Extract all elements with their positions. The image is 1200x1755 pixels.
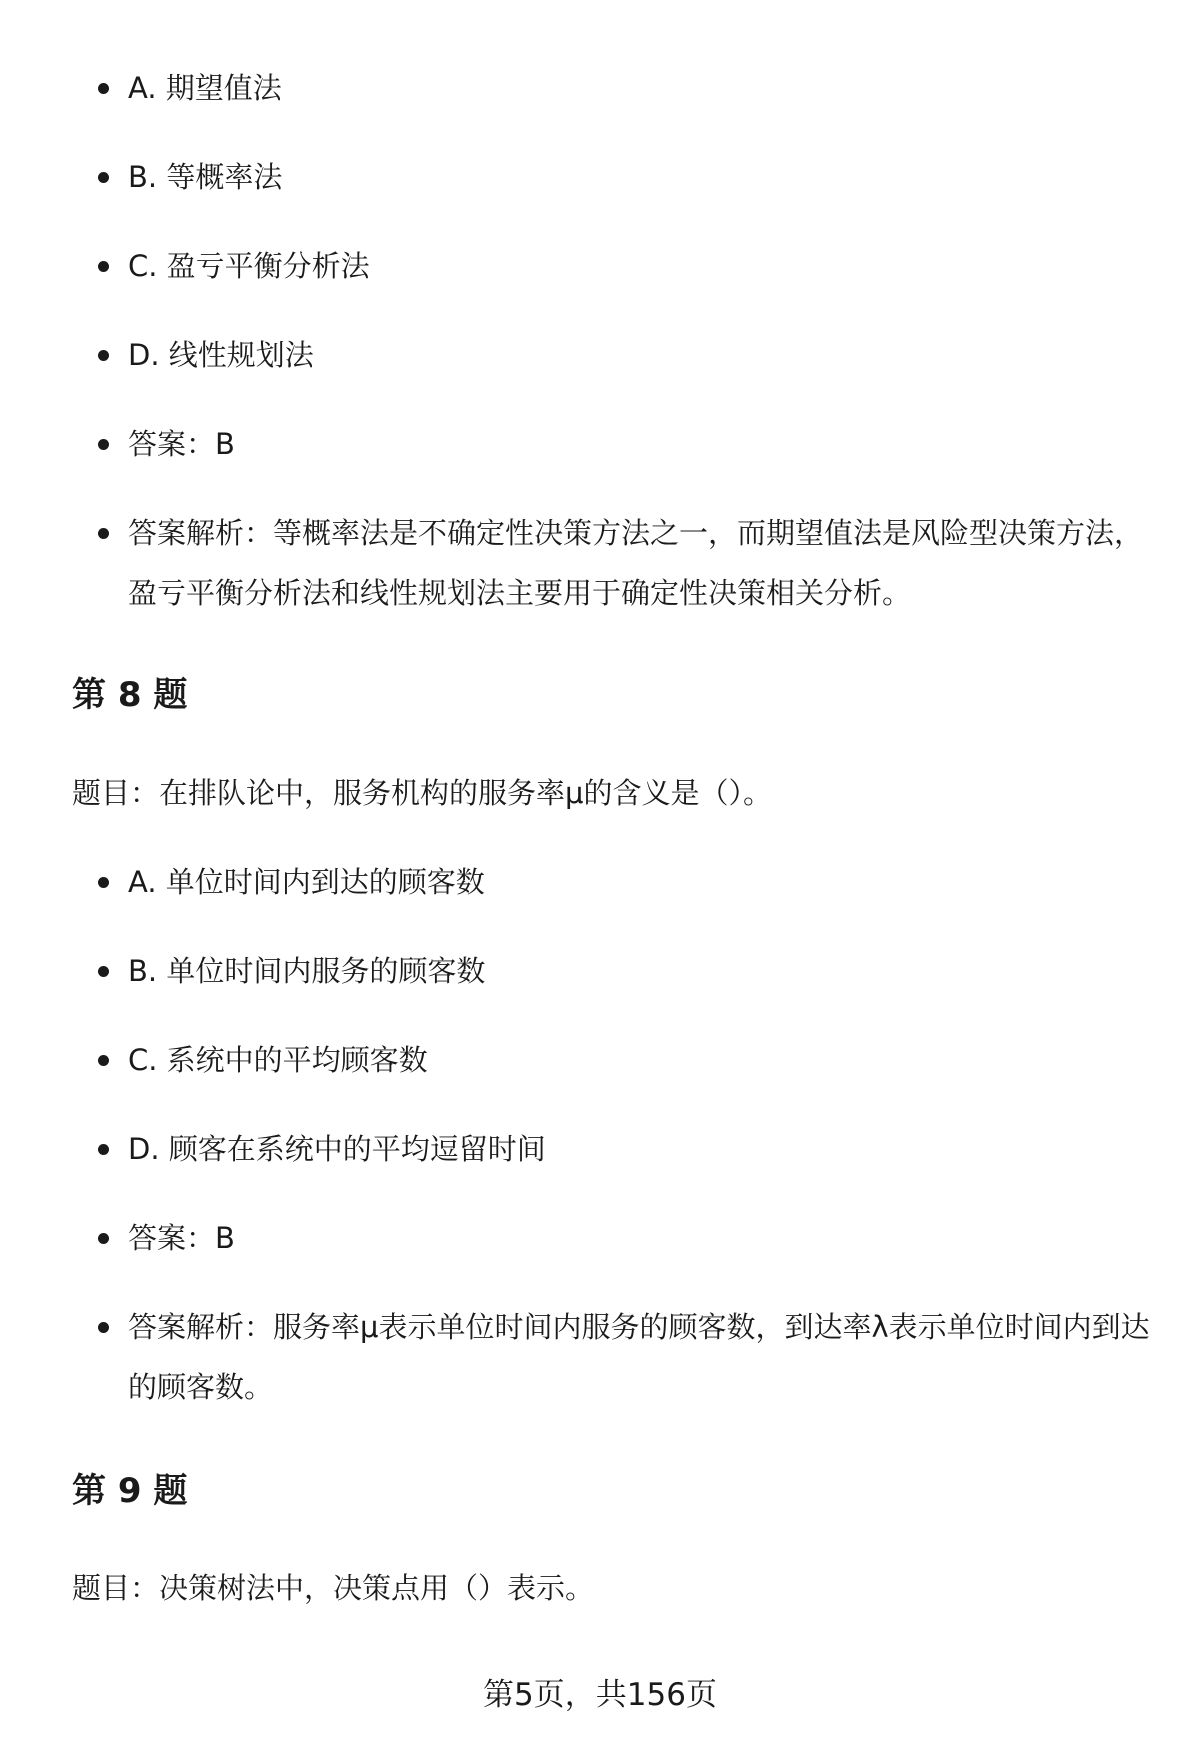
page-number-footer: 第5页，共156页 [483,1677,717,1713]
bullet-dot-icon [98,350,109,361]
q7-option-b: B. 等概率法 [128,160,283,194]
list-item [72,325,1152,385]
q8-option-d: D. 顾客在系统中的平均逗留时间 [128,1132,546,1166]
q7-option-a: A. 期望值法 [128,71,282,105]
q8-answer: 答案：B [128,1221,235,1255]
q8-analysis: 答案解析：服务率μ表示单位时间内服务的顾客数，到达率λ表示单位时间内到达的顾客数。 [128,1310,1150,1404]
bullet-dot-icon [98,83,109,94]
q7-option-d: D. 线性规划法 [128,338,314,372]
bullet-dot-icon [98,528,109,539]
list-item [72,1297,1152,1417]
q8-question: 题目：在排队论中，服务机构的服务率μ的含义是（）。 [72,776,772,810]
list-item [72,414,1152,474]
list-item [72,1208,1152,1268]
bullet-dot-icon [98,439,109,450]
q9-heading: 第 9 题 [72,1471,188,1511]
q9-question: 题目：决策树法中，决策点用（）表示。 [72,1571,595,1605]
bullet-dot-icon [98,877,109,888]
q8-option-c: C. 系统中的平均顾客数 [128,1043,428,1077]
list-item [72,941,1152,1001]
q8-option-a: A. 单位时间内到达的顾客数 [128,865,485,899]
bullet-dot-icon [98,1322,109,1333]
bullet-dot-icon [98,172,109,183]
list-item [72,147,1152,207]
list-item [72,58,1152,118]
q7-option-c: C. 盈亏平衡分析法 [128,249,370,283]
list-item [72,503,1152,623]
bullet-dot-icon [98,1144,109,1155]
q8-heading: 第 8 题 [72,675,188,715]
list-item [72,1119,1152,1179]
q8-option-b: B. 单位时间内服务的顾客数 [128,954,486,988]
list-item [72,1030,1152,1090]
bullet-dot-icon [98,1233,109,1244]
q8-options-list [72,852,1152,1446]
list-item [72,236,1152,296]
q7-analysis: 答案解析：等概率法是不确定性决策方法之一，而期望值法是风险型决策方法，盈亏平衡分析法和线性规划法主要用于确定性决策相关分析。 [128,516,1144,610]
q7-answer: 答案：B [128,427,235,461]
bullet-dot-icon [98,261,109,272]
list-item [72,852,1152,912]
bullet-dot-icon [98,966,109,977]
bullet-dot-icon [98,1055,109,1066]
q7-options-list [72,58,1152,652]
